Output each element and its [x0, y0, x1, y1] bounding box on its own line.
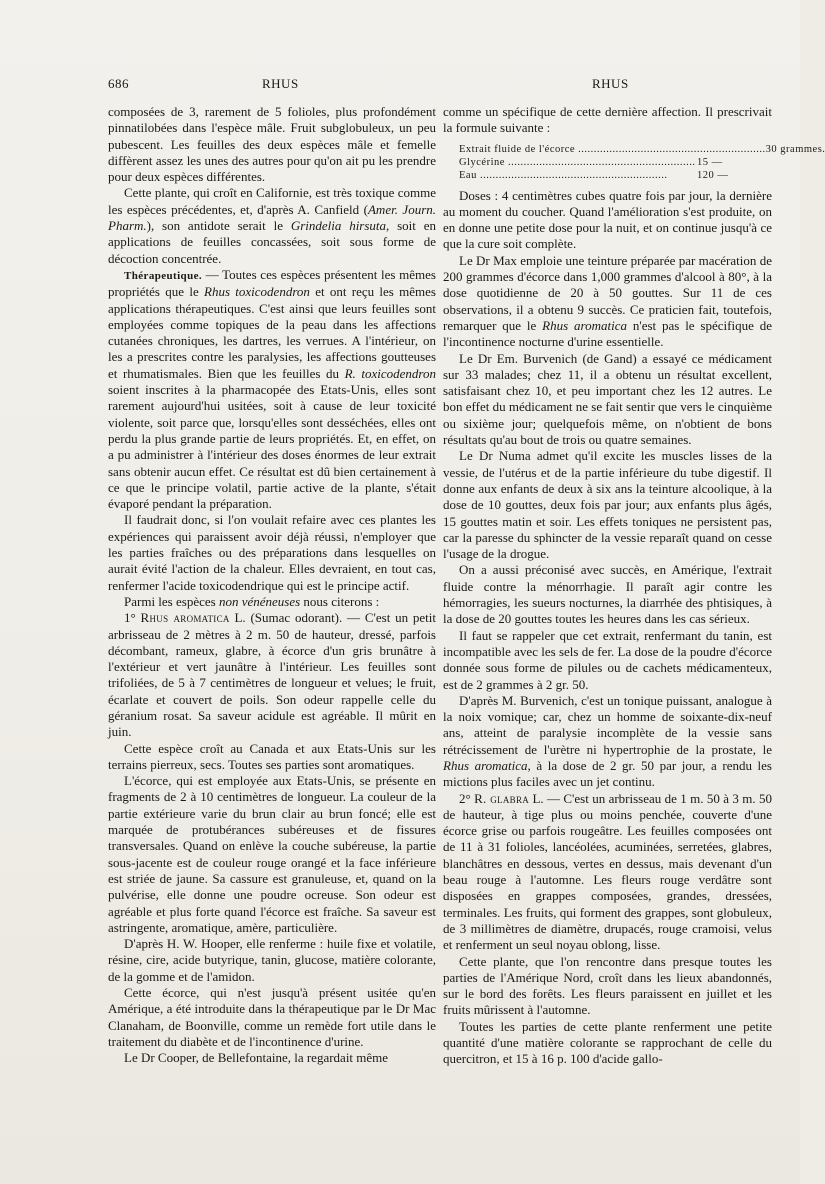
text-run: Cette plante, qui croît en Californie, est très toxique comme les espèces précédentes, et, d'après A. Canfield ( [108, 185, 436, 217]
text-run: 1° [124, 610, 141, 626]
text-run: 2° [459, 790, 475, 806]
left-text-column [108, 104, 436, 1067]
formula-block [459, 143, 825, 182]
formula-row [459, 143, 825, 156]
paragraph [108, 267, 436, 512]
italic-term: non vénéneuses [218, 593, 301, 609]
formula-quantity: 15 — [697, 156, 723, 168]
text-run: L. (Sumac odorant). — C'est un petit arbrisseau de 2 mètres à 2 m. 50 de hauteur, dressé, parfois décombant, rameux, glabre, à écorce d'un gris brunâtre à l'extérieur et vert jaunâtre à l'intérieur. Les feuilles sont trifoliées, de 5 à 7 centimètres de longueur et velues; le fruit, écarlate et couvert de poils. Son odeur rappelle celle du géranium rosat. Sa saveur acidule est agréable. Il mûrit en juin. [108, 610, 436, 740]
right-column-intro [443, 104, 772, 137]
paragraph [108, 985, 436, 1050]
text-run: Il faut se rappeler que cet extrait, renfermant du tanin, est incompatible avec les sels de fer. La dose de la poudre d'écorce donnée sous forme de pilules ou de cachets médicamenteux, est de 2 grammes à 2 gr. 50. [443, 627, 772, 692]
text-run: et ont reçu les mêmes applications thérapeutiques. C'est ainsi que leurs feuilles sont employées comme topiques de la peau dans les affections cutanées chroniques, les dartres, les verrues. A l'intérieur, on les a prescrites contre les paralysies, les affections goutteuses et rhumatismales. Bien que les feuilles du [108, 284, 436, 381]
paragraph [443, 791, 772, 954]
paragraph [108, 185, 436, 266]
paragraph [108, 741, 436, 774]
paragraph [108, 610, 436, 740]
italic-term: Amer. Journ. Pharm. [108, 201, 437, 234]
running-header [108, 76, 772, 96]
text-run: n'est pas le spécifique de l'incontinence nocturne d'urine essentielle. [443, 317, 772, 350]
italic-term: Rhus toxicodendron [204, 284, 310, 300]
formula-ingredient: Eau ............................................................ [459, 169, 668, 181]
text-run: Cette écorce, qui n'est jusqu'à présent usitée qu'en Amérique, a été introduite dans la thérapeutique par le Dr Mac Clanaham, de Boonville, comme un remède fort utile dans le traitement du diabète et de l'incontinence d'urine. [108, 985, 436, 1049]
running-title-right: RHUS [592, 76, 629, 91]
text-run: Cette espèce croît au Canada et aux Etats-Unis sur les terrains pierreux, secs. Toutes ses parties sont aromatiques. [108, 740, 436, 772]
italic-term: Grindelia hirsuta [290, 218, 387, 234]
paragraph [108, 773, 436, 936]
text-run: On a aussi préconisé avec succès, en Amérique, l'extrait fluide contre la ménorrhagie. Il paraît agir contre les hémorragies, les sueurs nocturnes, la diarrhée des phtisiques, à la dose de 20 gouttes toutes les heures dans les cas sérieux. [443, 562, 772, 627]
text-run: ), son antidote serait le [146, 218, 291, 234]
italic-term: Rhus aromatica [443, 757, 528, 773]
formula-row [459, 169, 759, 182]
species-name: R. glabra [474, 790, 530, 806]
paragraph [108, 512, 436, 593]
formula-quantity: 120 — [697, 169, 729, 181]
text-run: Cette plante, que l'on rencontre dans presque toutes les parties de l'Amérique Nord, croît dans les lieux abandonnés, sur le bord des forêts. Les fleurs paraissent en juillet et les fruits mûrissent à l'automne. [443, 953, 772, 1018]
continuation-paragraph: composées de 3, rarement de 5 folioles, plus profondément pinnatilobées dans l'espèce mâle. Fruit subglobuleux, un peu pubescent. Les feuilles des deux espèces mâle et femelle diffèrent assez les unes des autres pour qu'on ait pu les prendre pour deux espèces différentes. [108, 104, 436, 185]
paragraph [443, 253, 772, 351]
paragraph [443, 448, 772, 562]
right-text-column [443, 104, 825, 1068]
text-run: Doses : 4 centimètres cubes quatre fois par jour, la dernière au moment du coucher. Quand l'amélioration s'est produite, on en donne une petite dose pour la nuit, et on continue jusqu'à ce que la cure soit complète. [443, 187, 772, 252]
paragraph [443, 188, 772, 253]
paragraph [443, 1019, 772, 1068]
text-run: Parmi les espèces [124, 593, 219, 609]
section-lead: Thérapeutique. [124, 269, 203, 282]
paragraph [108, 594, 436, 610]
text-run: L. — C'est un arbrisseau de 1 m. 50 à 3 m. 50 de hauteur, à tige plus ou moins penchée, couverte d'une écorce grise ou parfois rougeâtre. Les feuilles composées ont de 11 à 31 folioles, lancéolées, acuminées, serretées, glabres, blanchâtres en dessous, vertes en dessus, mais devenant d'un beau rouge à l'automne. Les fleurs rouge verdâtre sont disposées en grappes composées, grandes, dressées, terminales. Les fruits, qui forment des grappes, sont globuleux, de 3 millimètres de diamètre, drupacés, rouge cramoisi, velus et renferment un seul noyau oblong, lisse. [443, 790, 773, 953]
italic-term: R. toxicodendron [344, 365, 436, 381]
paragraph [443, 628, 772, 693]
text-run: Toutes les parties de cette plante renferment une petite quantité d'une matière colorante se rapprochant de celle du quercitron, et 15 à 16 p. 100 d'acide gallo- [443, 1018, 772, 1067]
species-name: Rhus aromatica [140, 610, 230, 626]
text-run: Le Dr Numa admet qu'il excite les muscles lisses de la vessie, de l'utérus et de la partie inférieure du tube digestif. Il donne aux enfants de deux à six ans la teinture alcoolique, à la dose de 10 gouttes, deux fois par jour; aux enfants plus âgés, 15 gouttes matin et soir. Les effets toniques ne persistent pas, car la paresse du sphincter de la vessie reparaît quand on cesse l'usage de la drogue. [443, 448, 772, 562]
text-run: Le Dr Max emploie une teinture préparée par macération de 200 grammes d'écorce dans 1,000 grammes d'alcool à 80°, à la dose quotidienne de 20 à 50 gouttes. Sur 11 de ces observations, il a obtenu 9 succès. Ce praticien fait, toutefois, remarquer que le [443, 252, 772, 333]
text-run: Le Dr Em. Burvenich (de Gand) a essayé ce médicament sur 33 malades; chez 11, il a obtenu un résultat excellent, satisfaisant chez 10, et peu important chez les 12 autres. Le bon effet du médicament ne se fait sentir que vers le cinquième ou sixième jour; quelquefois même, on n'obtient de bons résultats qu'au bout de trois ou quatre semaines. [443, 350, 772, 448]
text-run: , à la dose de 2 gr. 50 par jour, a rendu les mictions plus faciles avec un jet continu. [443, 757, 772, 790]
paragraph [108, 1050, 436, 1066]
text-run: soient inscrites à la pharmacopée des Etats-Unis, elles sont rarement aujourd'hui usitées, soit à cause de leur toxicité violente, soit parce que, lorsqu'elles sont desséchées, elles ont perdu la plus grande partie de leurs propriétés. Et, en effet, on a pu administrer à l'intérieur des doses énormes de leur extrait sans obtenir aucun effet. Ce résultat est dû bien certainement à ce que le principe volatil, partie active de la plante, s'était évaporé pendant la préparation. [108, 382, 436, 512]
formula-row [459, 156, 759, 169]
formula-ingredient: Glycérine ............................................................ [459, 156, 696, 168]
continuation-paragraph: comme un spécifique de cette dernière affection. Il prescrivait la formule suivante : [443, 104, 772, 136]
paragraph [443, 351, 772, 449]
text-run: Il faudrait donc, si l'on voulait refaire avec ces plantes les expériences qui paraissent avoir déjà réussi, n'employer que les parties fraîches ou des préparations dans lesquelles on aurait évité l'action de la chaleur. Elles devraient, en tout cas, renfermer l'acide toxicodendrique qui est le principe actif. [108, 512, 436, 593]
text-run: D'après H. W. Hooper, elle renferme : huile fixe et volatile, résine, cire, acide butyrique, tanin, glucose, matière colorante, de la gomme et de l'amidon. [108, 936, 436, 984]
text-run: nous citerons : [300, 593, 380, 609]
text-run: D'après M. Burvenich, c'est un tonique puissant, analogue à la noix vomique; car, chez un homme de soixante-dix-neuf ans, atteint de paralysie incomplète de la vessie sans rétrécissement de l'urètre ni hypertrophie de la prostate, le [443, 692, 772, 757]
page-number: 686 [108, 76, 129, 91]
paragraph [443, 562, 772, 627]
text-run: L'écorce, qui est employée aux Etats-Unis, se présente en fragments de 2 à 10 centimètres de longueur. La couleur de la partie extérieure varie du brun clair au brun foncé; elle est marquée de protubérances subéreuses et de fissures transversales. Quand on enlève la couche subéreuse, la partie sous-jacente est de couleur rouge orangé et la face inférieure est striée de jaune. Sa cassure est granuleuse, et, quand on la pulvérise, elle donne une poudre ocreuse. Son odeur est agréable et plus forte quand l'écorce est fraîche. Sa saveur est astringente, aromatique, amère, particulière. [108, 773, 436, 935]
italic-term: Rhus aromatica [542, 317, 627, 333]
paragraph [443, 954, 772, 1019]
text-run: Le Dr Cooper, de Bellefontaine, la regardait même [124, 1050, 389, 1066]
text-run: , soit en applications de feuilles concassées, soit sous forme de décoction concentrée. [108, 218, 436, 266]
running-title-left: RHUS [262, 76, 299, 91]
right-column-body [443, 188, 772, 1068]
paragraph [108, 936, 436, 985]
text-run: — Toutes ces espèces présentent les mêmes propriétés que le [108, 266, 436, 300]
formula-ingredient: Extrait fluide de l'écorce ............................................................ [459, 143, 766, 155]
formula-quantity: 30 grammes. [765, 143, 825, 155]
paragraph [443, 693, 772, 791]
